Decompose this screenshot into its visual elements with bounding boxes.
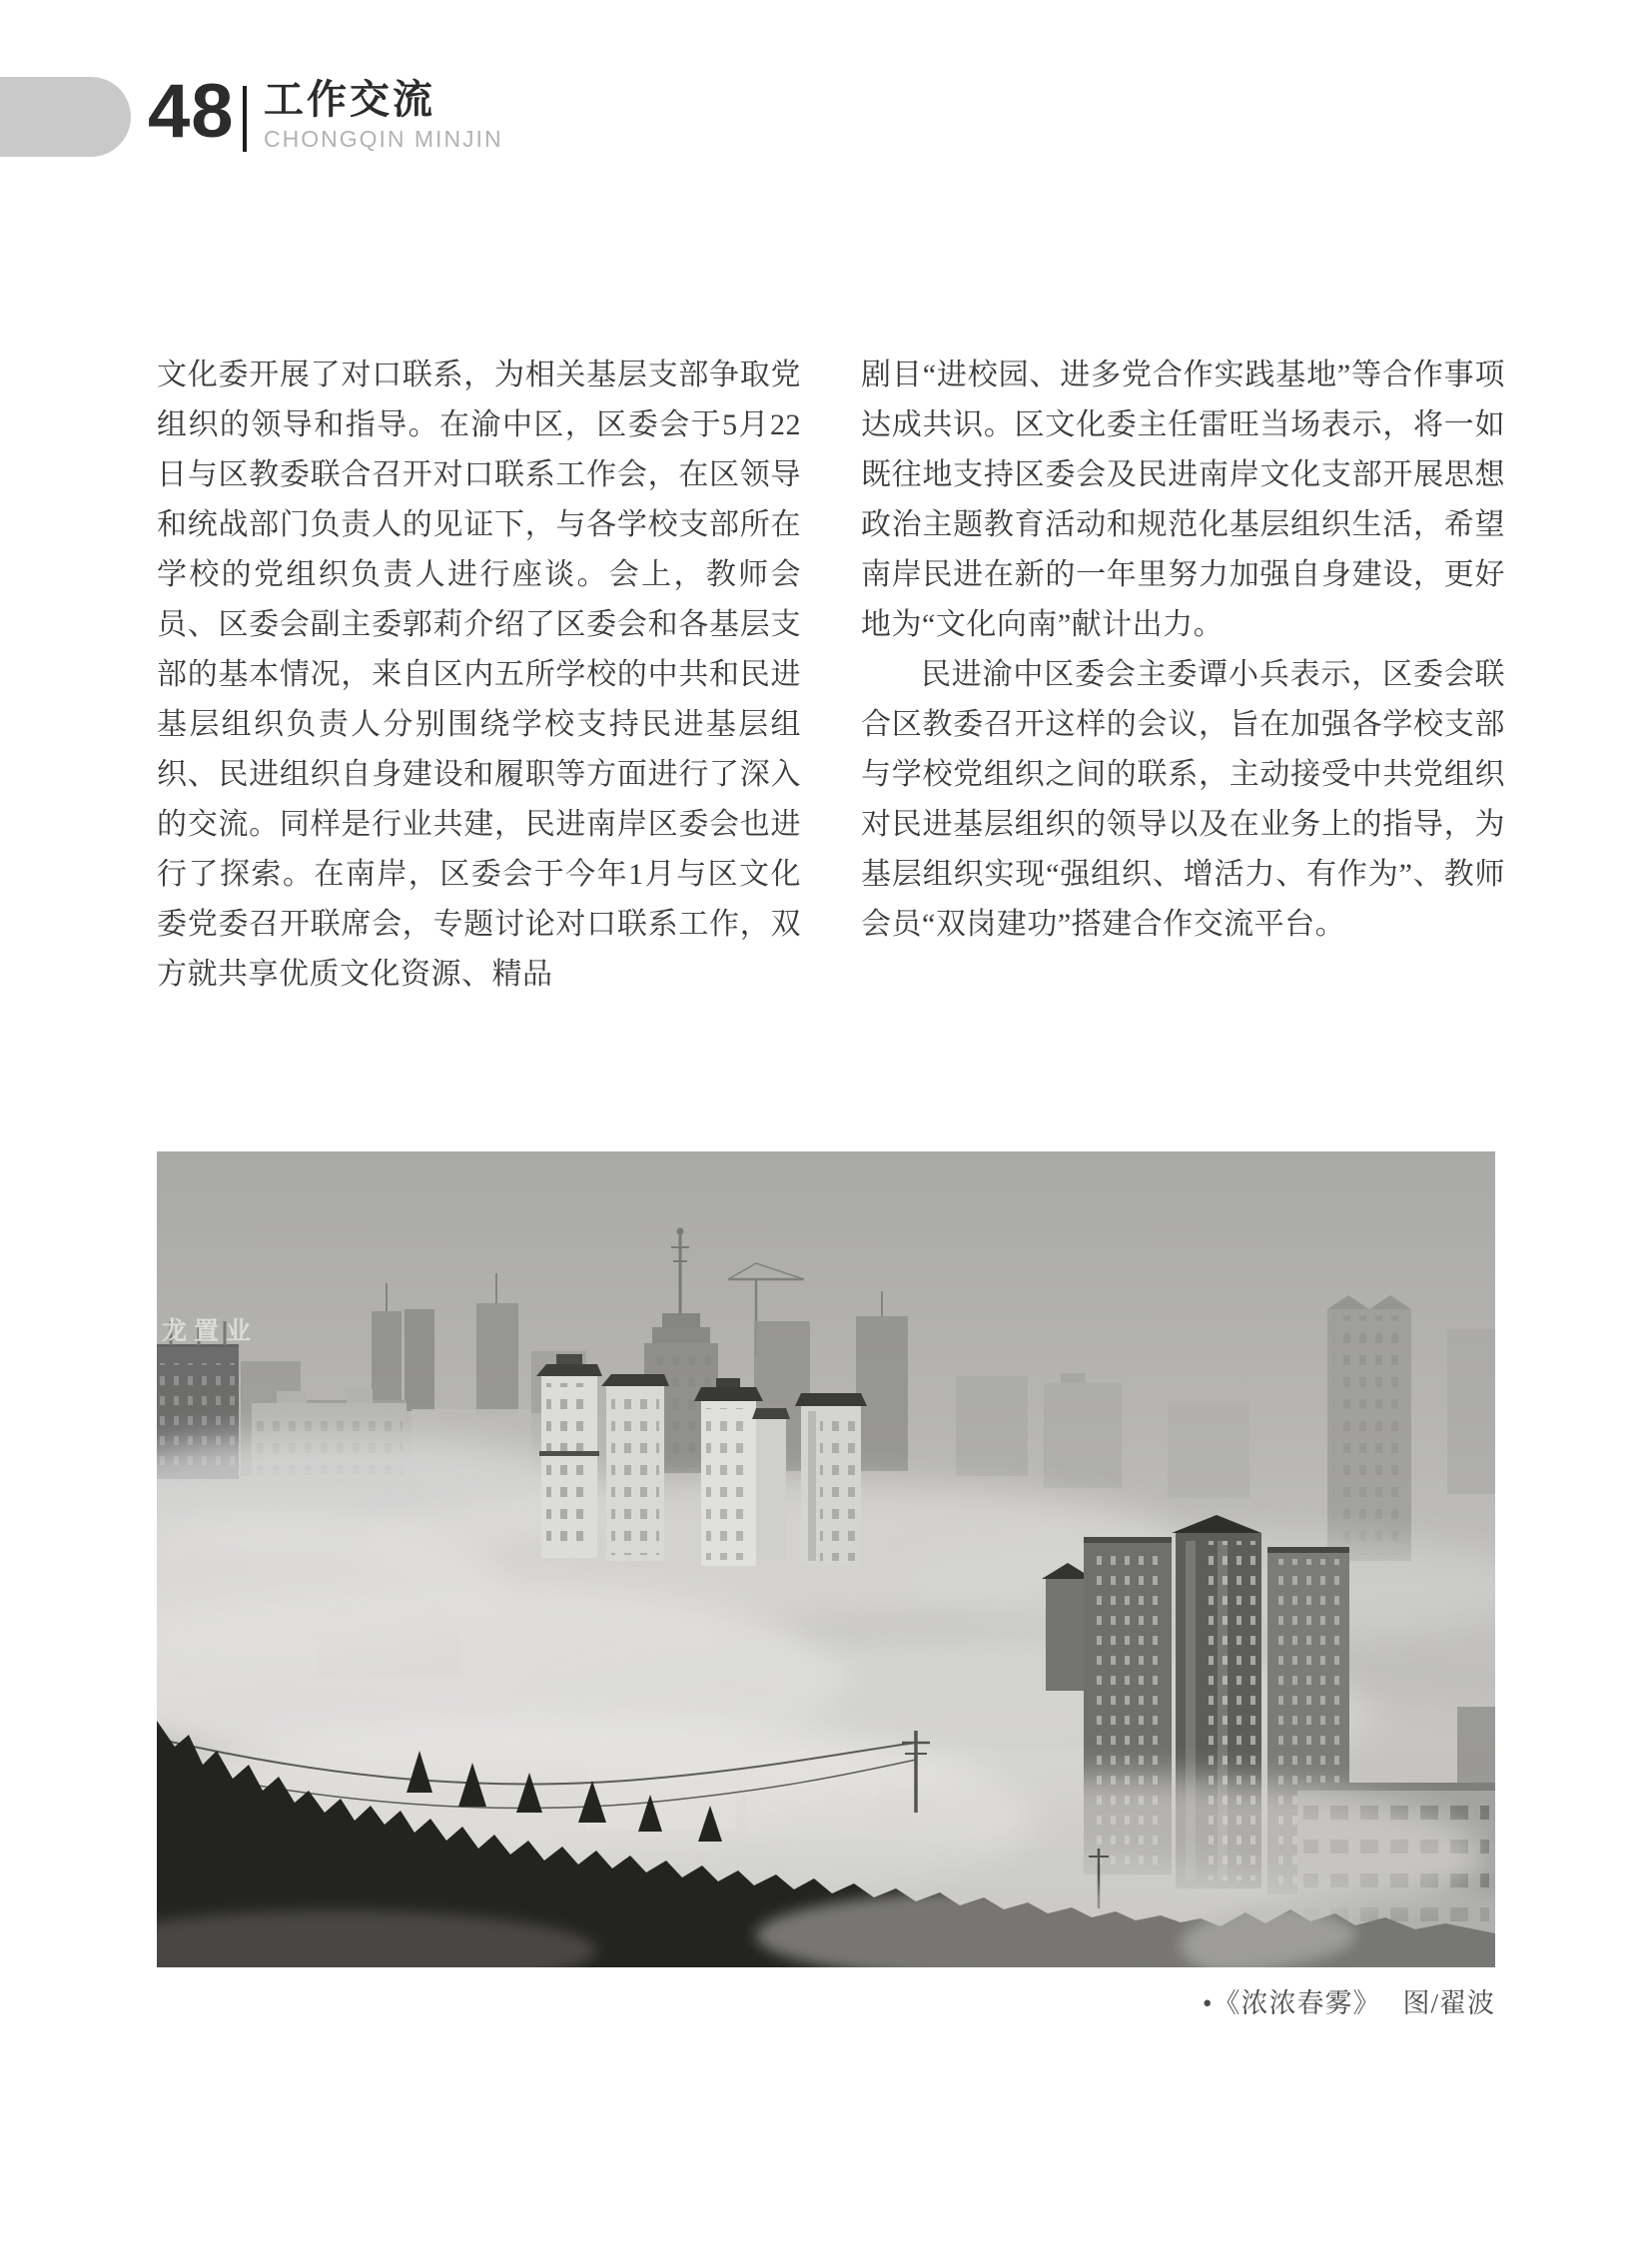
- caption-bullet-icon: •: [1203, 1988, 1214, 2018]
- section-title: 工作交流: [264, 78, 435, 122]
- page-number: 48: [148, 69, 235, 154]
- fog-cityscape-photo: [157, 1151, 1495, 1967]
- corner-tab-bar: [0, 77, 131, 157]
- caption-credit: 图/翟波: [1402, 1988, 1495, 2018]
- article-column-left: [157, 351, 801, 1000]
- article-column-right: [861, 351, 1505, 950]
- photo-caption: [157, 1981, 1495, 2020]
- building-sign-text: 龙置业: [162, 1317, 259, 1345]
- fog-cityscape-illustration: [157, 1151, 1495, 1967]
- header-divider: [243, 86, 247, 152]
- caption-title: 《浓浓春雾》: [1213, 1988, 1381, 2018]
- article-paragraph: 文化委开展了对口联系，为相关基层支部争取党组织的领导和指导。在渝中区，区委会于5月22日与区教委联合召开对口联系工作会，在区领导和统战部门负责人的见证下，与各学校支部所在学校的党组织负责人进行座谈。会上，教师会员、区委会副主委郭莉介绍了区委会和各基层支部的基本情况，来自区内五所学校的中共和民进基层组织负责人分别围绕学校支持民进基层组织、民进组织自身建设和履职等方面进行了深入的交流。同样是行业共建，民进南岸区委会也进行了探索。在南岸，区委会于今年1月与区文化委党委召开联席会，专题讨论对口联系工作，双方就共享优质文化资源、精品: [157, 359, 801, 991]
- article-paragraph: 剧目“进校园、进多党合作实践基地”等合作事项达成共识。区文化委主任雷旺当场表示，将一如既往地支持区委会及民进南岸文化支部开展思想政治主题教育活动和规范化基层组织生活，希望南岸民进在新的一年里努力加强自身建设，更好地为“文化向南”献计出力。: [861, 359, 1505, 641]
- section-subtitle: CHONGQIN MINJIN: [264, 126, 503, 152]
- article-paragraph: 民进渝中区委会主委谭小兵表示，区委会联合区教委召开这样的会议，旨在加强各学校支部与学校党组织之间的联系，主动接受中共党组织对民进基层组织的领导以及在业务上的指导，为基层组织实现“强组织、增活力、有作为”、教师会员“双岗建功”搭建合作交流平台。: [861, 658, 1505, 941]
